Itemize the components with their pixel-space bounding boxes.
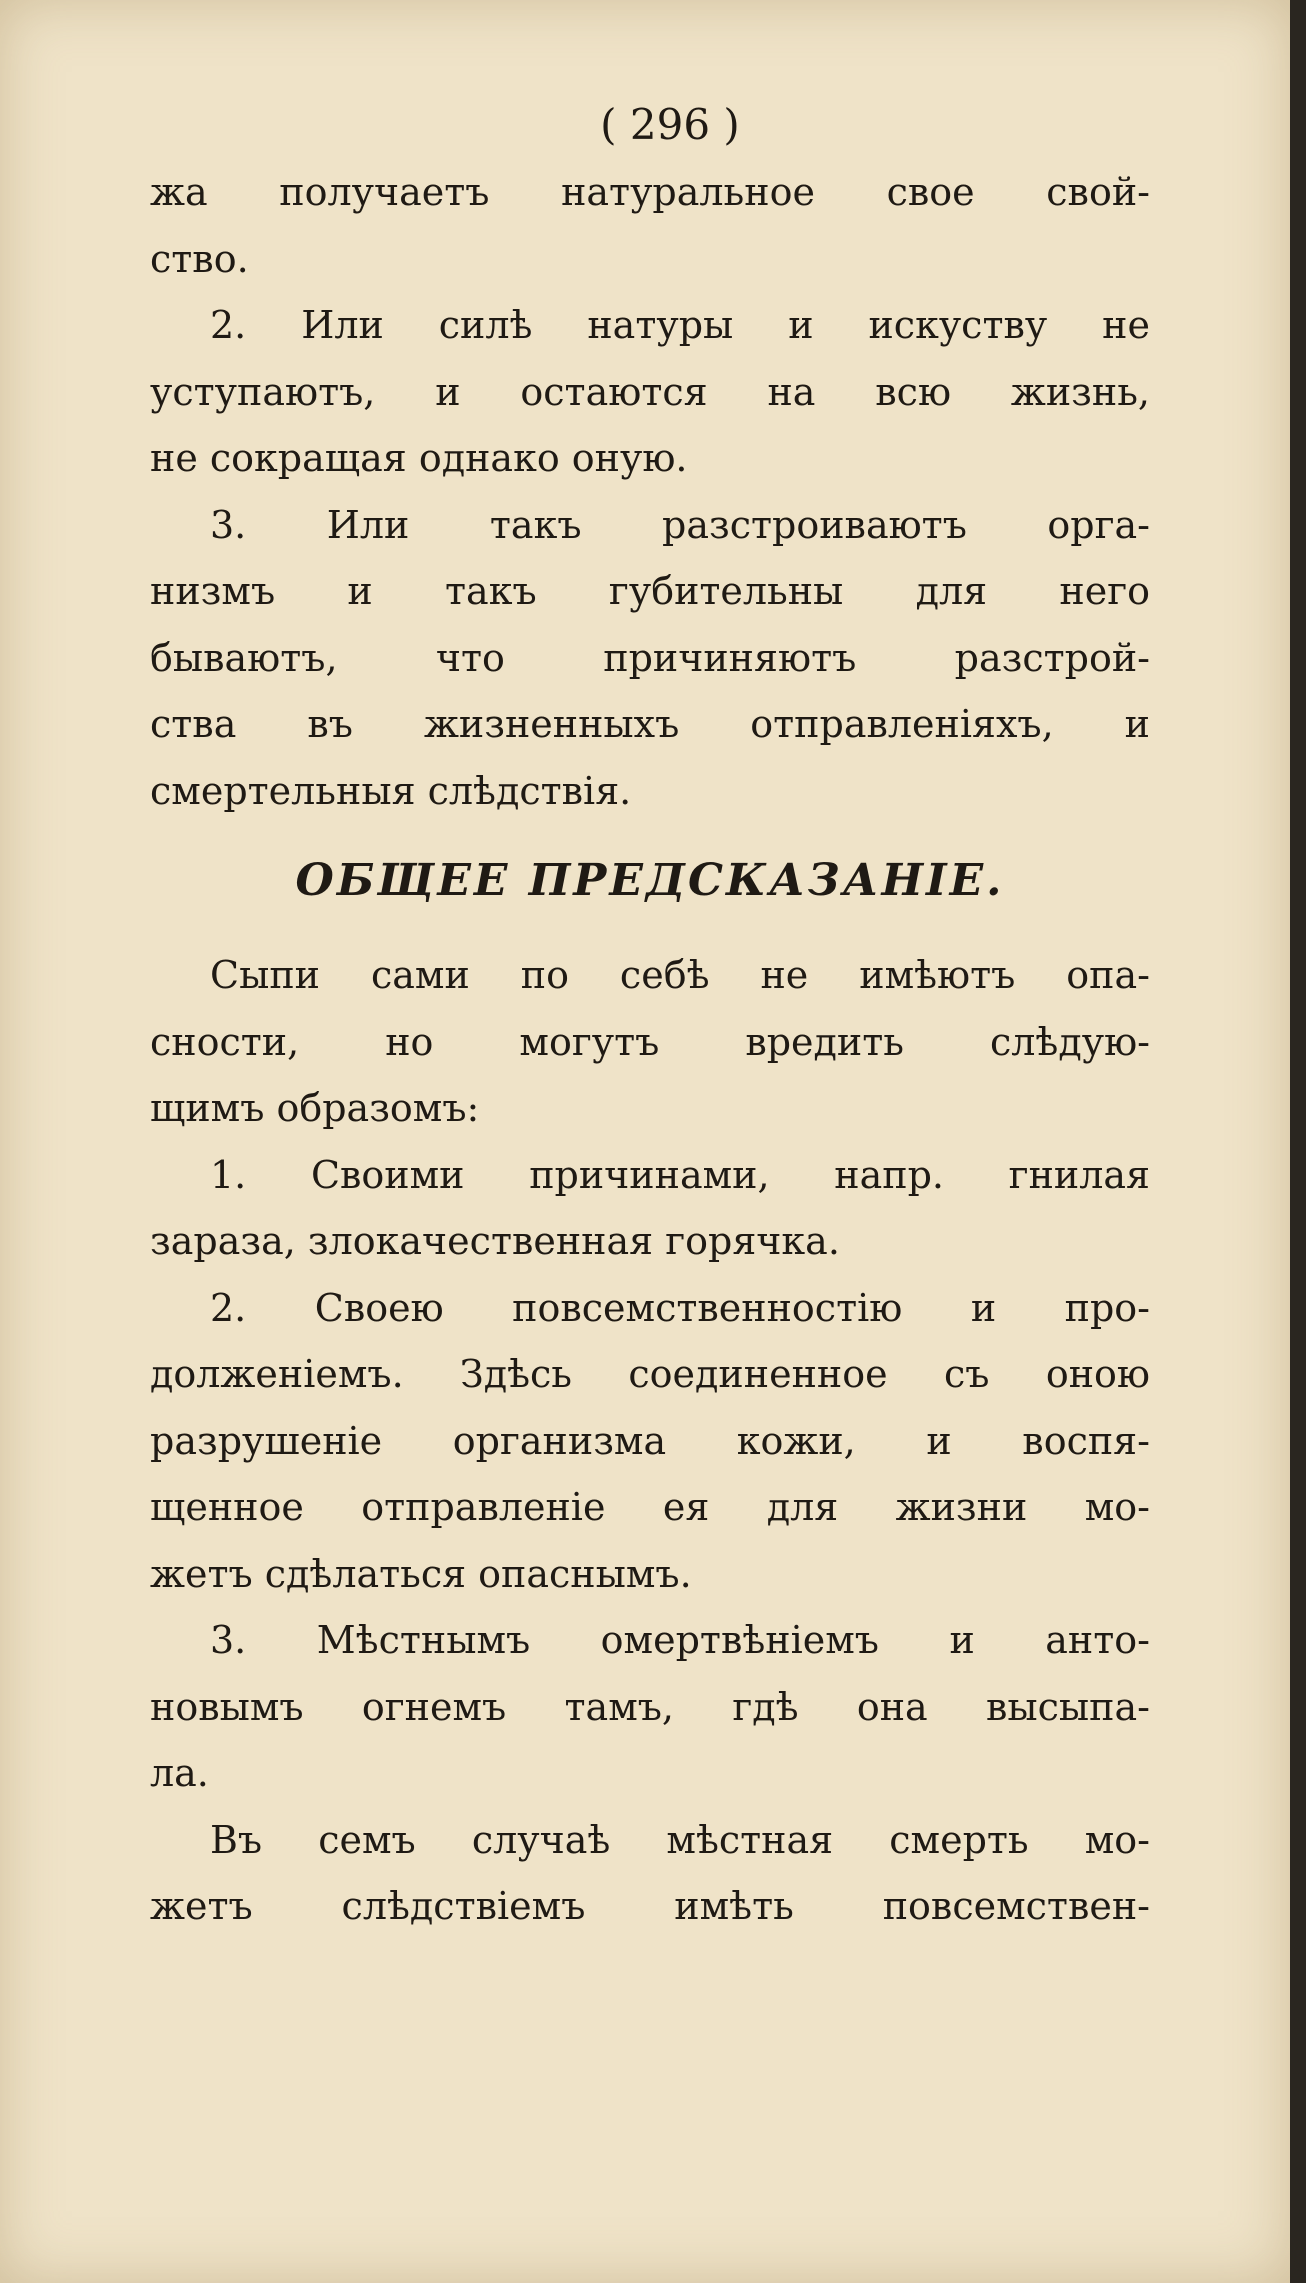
section-heading: ОБЩЕЕ ПРЕДСКАЗАНIЕ. — [295, 855, 1005, 906]
text-line: уступаютъ, и остаются на всю жизнь, — [150, 369, 1150, 414]
text-block-1 — [150, 159, 1150, 824]
text-line: новымъ огнемъ тамъ, гдѣ она высыпа- — [150, 1684, 1150, 1729]
page-text — [150, 100, 1150, 1940]
text-line: ство. — [150, 236, 249, 281]
page-edge-shadow — [1290, 0, 1306, 2283]
text-line: 3. Мѣстнымъ омертвѣнiемъ и анто- — [210, 1618, 1150, 1662]
text-line: ла. — [150, 1751, 209, 1795]
text-line: сности, но могутъ вредить слѣдую- — [150, 1019, 1150, 1064]
text-line: зараза, злокачественная горячка. — [150, 1219, 840, 1263]
text-line: жа получаетъ натуральное свое свой- — [150, 170, 1150, 214]
text-block-2 — [150, 942, 1150, 1940]
text-line: щимъ образомъ: — [150, 1086, 480, 1130]
text-line: 1. Своими причинами, напр. гнилая — [210, 1152, 1150, 1197]
text-line: низмъ и такъ губительны для него — [150, 569, 1150, 613]
page-number: ( 296 ) — [600, 100, 740, 149]
text-line: разрушенiе организма кожи, и воспя- — [150, 1418, 1150, 1463]
text-line: смертельныя слѣдствiя. — [150, 768, 632, 813]
text-line: 2. Своею повсемственностiю и про- — [210, 1285, 1150, 1330]
text-line: бываютъ, что причиняютъ разстрой- — [150, 635, 1150, 680]
text-line: щенное отправленiе ея для жизни мо- — [150, 1485, 1150, 1529]
text-line: жетъ слѣдствiемъ имѣть повсемствен- — [150, 1884, 1150, 1928]
text-line: долженiемъ. Здѣсь соединенное съ оною — [150, 1352, 1150, 1396]
text-line: не сокращая однако оную. — [150, 436, 688, 480]
text-line: Сыпи сами по себѣ не имѣютъ опа- — [210, 953, 1150, 997]
text-line: ства въ жизненныхъ отправленiяхъ, и — [150, 702, 1150, 746]
text-line: Въ семъ случаѣ мѣстная смерть мо- — [210, 1817, 1150, 1862]
text-line: 2. Или силѣ натуры и искуству не — [210, 303, 1150, 347]
text-line: 3. Или такъ разстроиваютъ орга- — [210, 502, 1150, 547]
text-line: жетъ сдѣлаться опаснымъ. — [150, 1551, 692, 1596]
